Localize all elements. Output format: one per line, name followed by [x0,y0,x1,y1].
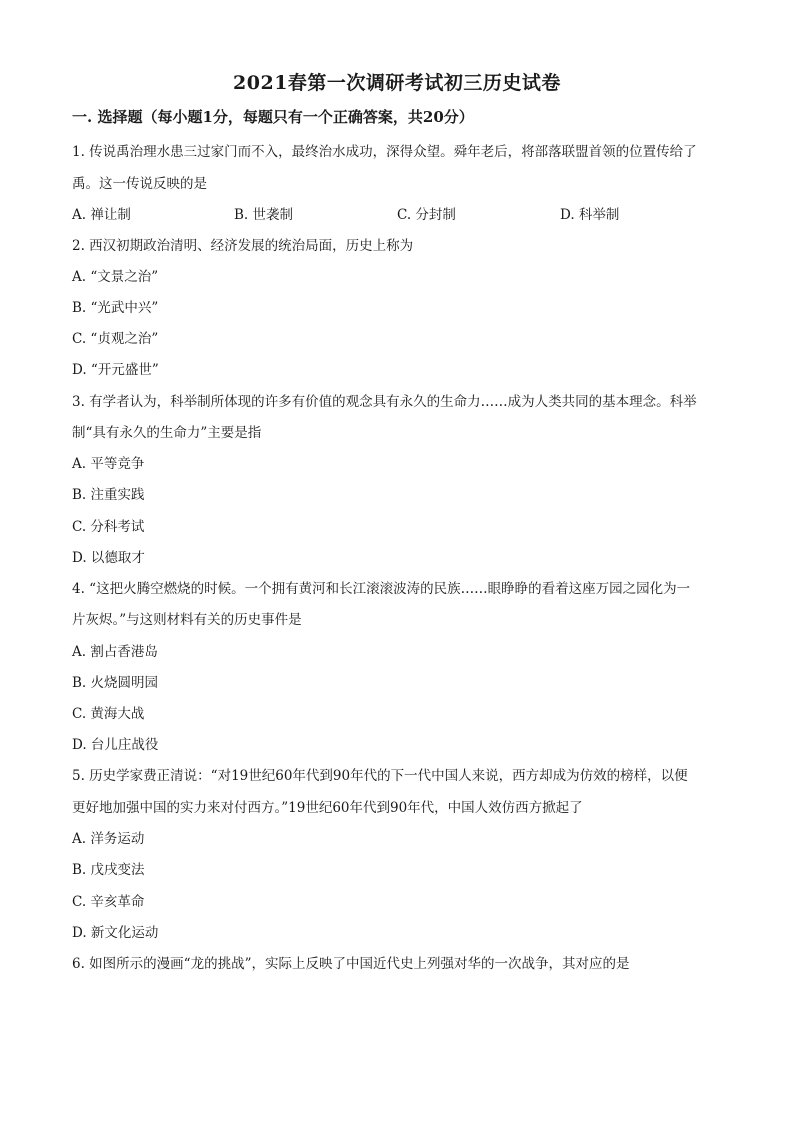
question-4-option-d: D. 台儿庄战役 [72,737,159,753]
question-1-option-b: B. 世袭制 [234,207,294,223]
question-2-option-a: A. “文景之治” [72,269,159,285]
question-5-option-d: D. 新文化运动 [72,925,159,941]
question-3-option-a: A. 平等竞争 [72,456,145,472]
question-1-line-1: 1. 传说禹治理水患三过家门而不入，最终治水成功，深得众望。舜年老后，将部落联盟首领的位置传给了 [72,144,697,160]
question-4-line-1: 4. “这把火腾空燃烧的时候。一个拥有黄河和长江滚滚波涛的民族……眼睁睁的看着这座万园之园化为一 [72,581,691,597]
question-4-option-a: A. 割占香港岛 [72,644,158,660]
question-3-line-2: 制“具有永久的生命力”主要是指 [72,425,262,441]
page-title: 2021春第一次调研考试初三历史试卷 [233,72,561,94]
question-5-line-1: 5. 历史学家费正清说：“对19世纪60年代到90年代的下一代中国人来说，西方却成为仿效的榜样，以便 [72,768,688,784]
section-heading: 一. 选择题（每小题1分，每题只有一个正确答案，共20分） [72,108,474,126]
question-5-option-b: B. 戊戌变法 [72,862,145,878]
question-4-option-c: C. 黄海大战 [72,706,145,722]
question-6-line-1: 6. 如图所示的漫画“龙的挑战”，实际上反映了中国近代史上列强对华的一次战争，其对应的是 [72,956,630,972]
question-2-option-d: D. “开元盛世” [72,362,159,378]
question-1-line-2: 禹。这一传说反映的是 [72,176,207,192]
question-1-option-a: A. 禅让制 [72,207,131,223]
question-5-option-a: A. 洋务运动 [72,831,145,847]
question-4-line-2: 片灰烬。”与这则材料有关的历史事件是 [72,612,302,628]
question-2-option-b: B. “光武中兴” [72,300,159,316]
question-2-line-1: 2. 西汉初期政治清明、经济发展的统治局面，历史上称为 [72,238,414,254]
question-3-option-c: C. 分科考试 [72,519,145,535]
question-4-option-b: B. 火烧圆明园 [72,675,159,691]
question-3-option-d: D. 以德取才 [72,550,145,566]
question-5-line-2: 更好地加强中国的实力来对付西方。”19世纪60年代到90年代，中国人效仿西方掀起了 [72,800,583,816]
question-3-option-b: B. 注重实践 [72,487,145,503]
question-1-option-d: D. 科举制 [560,207,620,223]
question-2-option-c: C. “贞观之治” [72,331,159,347]
question-5-option-c: C. 辛亥革命 [72,894,145,910]
question-1-option-c: C. 分封制 [397,207,456,223]
question-3-line-1: 3. 有学者认为，科举制所体现的许多有价值的观念具有永久的生命力……成为人类共同的基本理念。科举 [72,394,697,410]
